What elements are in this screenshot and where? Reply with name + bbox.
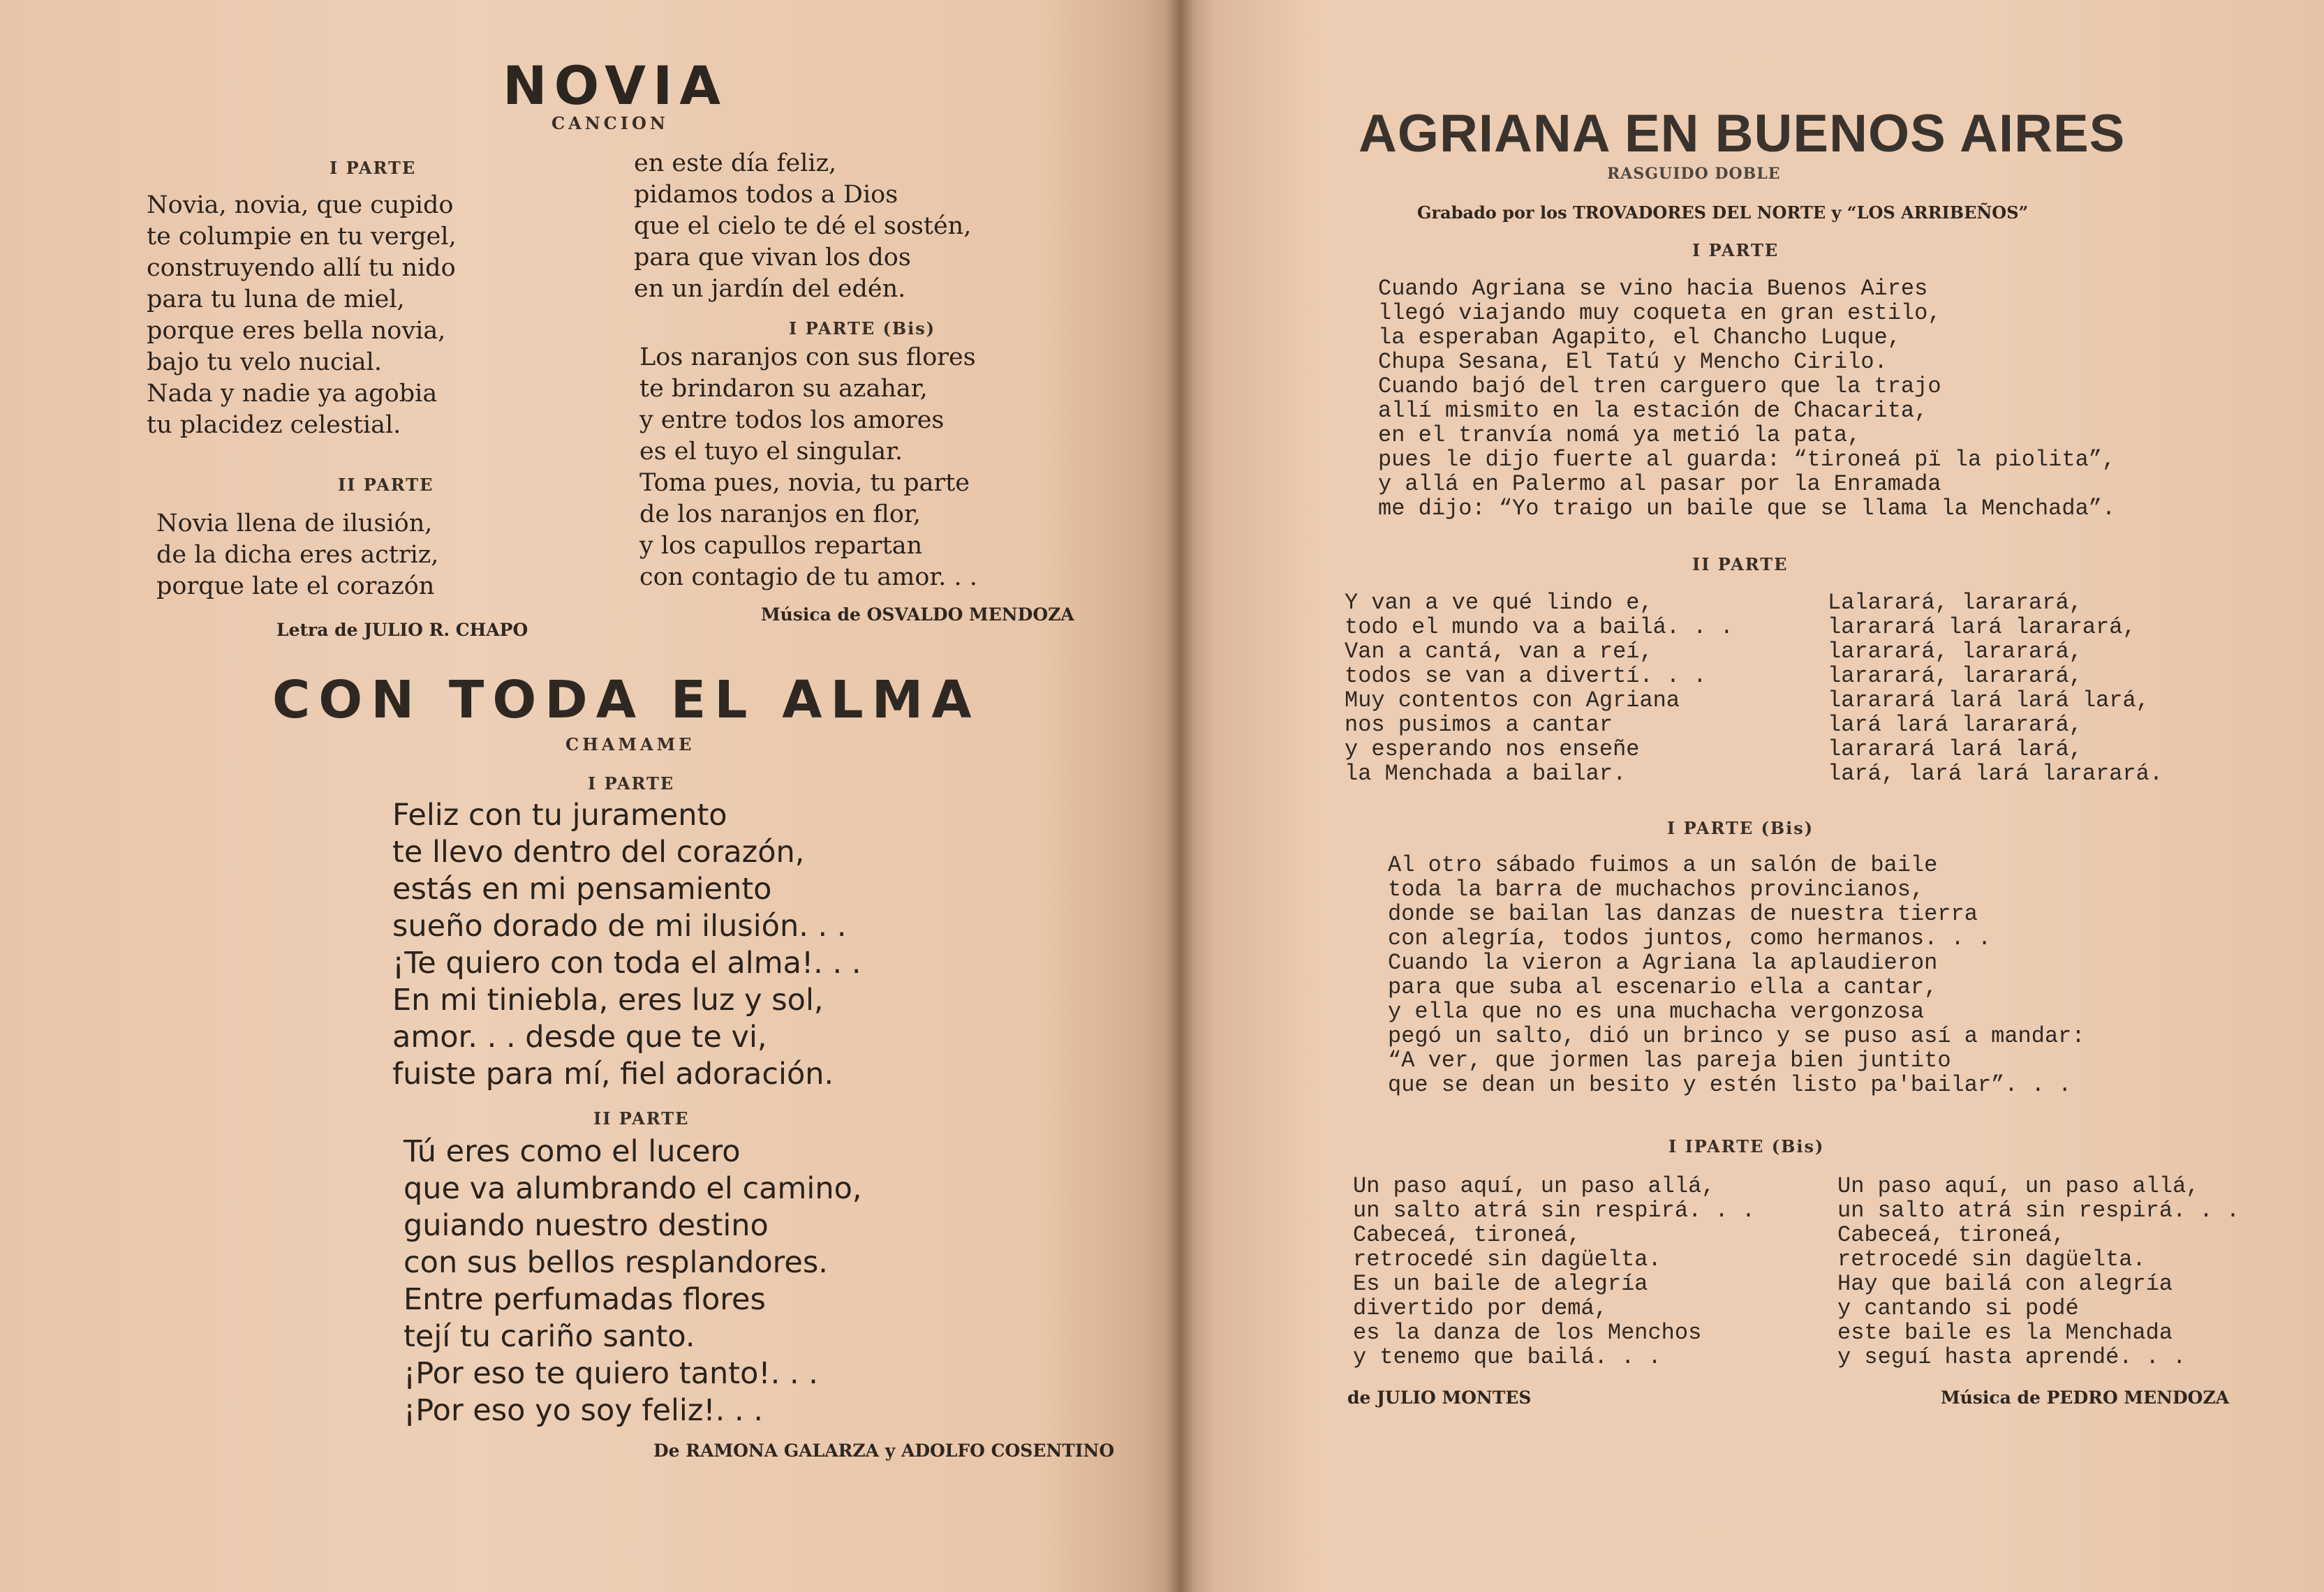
- verse-line: divertido por demá,: [1353, 1295, 1608, 1321]
- con-toda-parte2-heading: II PARTE: [593, 1108, 690, 1129]
- verse-line: ¡Te quiero con toda el alma!. . .: [392, 946, 861, 981]
- verse-line: En mi tiniebla, eres luz y sol,: [392, 983, 824, 1018]
- verse-line: lararará lará lará,: [1828, 736, 2082, 762]
- verse-line: amor. . . desde que te vi,: [392, 1020, 767, 1055]
- verse-line: en este día feliz,: [634, 149, 837, 177]
- verse-line: Y van a ve qué lindo e,: [1345, 590, 1653, 616]
- agriana-parte2-right-verse: [1828, 590, 2163, 786]
- verse-line: para tu luna de miel,: [147, 285, 405, 313]
- verse-line: Un paso aquí, un paso allá,: [1353, 1173, 1715, 1199]
- novia-subtitle: CANCION: [552, 113, 669, 133]
- verse-line: ¡Por eso te quiero tanto!. . .: [404, 1356, 818, 1391]
- verse-line: Feliz con tu juramento: [392, 798, 727, 833]
- con-toda-title: CON TODA EL ALMA: [272, 670, 980, 730]
- agriana-bis1-verse: [1388, 853, 2085, 1097]
- verse-line: Los naranjos con sus flores: [639, 343, 976, 371]
- verse-line: para que vivan los dos: [634, 244, 911, 271]
- verse-line: en un jardín del edén.: [634, 275, 906, 303]
- verse-line: es la danza de los Menchos: [1353, 1320, 1702, 1346]
- verse-line: Muy contentos con Agriana: [1345, 687, 1680, 713]
- con-toda-credit: De RAMONA GALARZA y ADOLFO COSENTINO: [653, 1441, 1115, 1461]
- novia-title: NOVIA: [503, 54, 728, 117]
- verse-line: Novia llena de ilusión,: [156, 509, 433, 537]
- verse-line: tu placidez celestial.: [147, 411, 401, 439]
- novia-bis-verse: [639, 342, 977, 593]
- verse-line: donde se bailan las danzas de nuestra tierra: [1388, 901, 1978, 927]
- verse-line: un salto atrá sin respirá. . .: [1837, 1198, 2240, 1223]
- verse-line: Van a cantá, van a reí,: [1345, 639, 1653, 664]
- verse-line: pidamos todos a Dios: [634, 181, 898, 209]
- agriana-bis2-right-verse: [1837, 1174, 2240, 1369]
- verse-line: lararará lará lararará,: [1828, 614, 2136, 640]
- verse-line: Chupa Sesana, El Tatú y Mencho Cirilo.: [1378, 349, 1888, 375]
- con-toda-parte1-verse: [392, 797, 861, 1093]
- con-toda-subtitle: CHAMAME: [565, 734, 695, 754]
- verse-line: con alegría, todos juntos, como hermanos. . .: [1388, 925, 1992, 951]
- verse-line: toda la barra de muchachos provincianos,: [1388, 877, 1925, 902]
- verse-line: de la dicha eres actriz,: [156, 541, 439, 569]
- agriana-parte2-left-verse: [1345, 590, 1733, 786]
- verse-line: lararará, lararará,: [1828, 639, 2082, 664]
- verse-line: llegó viajando muy coqueta en gran estilo,: [1378, 300, 1941, 326]
- verse-line: que el cielo te dé el sostén,: [634, 212, 972, 240]
- verse-line: de los naranjos en flor,: [639, 500, 921, 528]
- verse-line: construyendo allí tu nido: [147, 254, 456, 282]
- verse-line: porque eres bella novia,: [147, 317, 446, 345]
- verse-line: Un paso aquí, un paso allá,: [1837, 1173, 2200, 1199]
- novia-parte1-heading: I PARTE: [330, 158, 417, 178]
- verse-line: guiando nuestro destino: [404, 1208, 769, 1243]
- novia-parte1-verse: [147, 190, 457, 441]
- verse-line: pegó un salto, dió un brinco y se puso así a mandar:: [1388, 1023, 2085, 1049]
- agriana-bis2-left-verse: [1353, 1174, 1755, 1369]
- verse-line: nos pusimos a cantar: [1345, 712, 1613, 738]
- verse-line: con contagio de tu amor. . .: [639, 563, 977, 591]
- agriana-parte1-heading: I PARTE: [1692, 240, 1779, 260]
- verse-line: Nada y nadie ya agobia: [147, 380, 438, 408]
- verse-line: te brindaron su azahar,: [639, 375, 928, 403]
- verse-line: y entre todos los amores: [639, 406, 945, 434]
- right-page: [1180, 0, 2324, 1592]
- verse-line: y allá en Palermo al pasar por la Enramada: [1378, 471, 1941, 497]
- verse-line: bajo tu velo nucial.: [147, 348, 382, 376]
- verse-line: Cabeceá, tironeá,: [1353, 1222, 1581, 1248]
- verse-line: Es un baile de alegría: [1353, 1271, 1648, 1297]
- verse-line: y tenemo que bailá. . .: [1353, 1344, 1661, 1370]
- verse-line: y esperando nos enseñe: [1345, 736, 1640, 762]
- verse-line: Cuando la vieron a Agriana la aplaudieron: [1388, 950, 1938, 976]
- verse-line: en el tranvía nomá ya metió la pata,: [1378, 422, 1861, 448]
- verse-line: lará lará lararará,: [1828, 712, 2082, 738]
- verse-line: Tú eres como el lucero: [404, 1134, 741, 1169]
- verse-line: porque late el corazón: [156, 572, 435, 600]
- con-toda-parte1-heading: I PARTE: [588, 773, 675, 794]
- verse-line: estás en mi pensamiento: [392, 872, 772, 907]
- verse-line: retrocedé sin dagüelta.: [1837, 1247, 2146, 1272]
- verse-line: lararará lará lará lará,: [1828, 687, 2149, 713]
- verse-line: Cuando Agriana se vino hacia Buenos Aires: [1378, 276, 1928, 302]
- verse-line: ¡Por eso yo soy feliz!. . .: [404, 1393, 764, 1428]
- agriana-bis1-heading: I PARTE (Bis): [1667, 818, 1814, 838]
- verse-line: retrocedé sin dagüelta.: [1353, 1247, 1661, 1272]
- verse-line: todos se van a divertí. . .: [1345, 663, 1707, 689]
- verse-line: Hay que bailá con alegría: [1837, 1271, 2173, 1297]
- verse-line: te llevo dentro del corazón,: [392, 835, 805, 870]
- verse-line: Entre perfumadas flores: [404, 1282, 766, 1317]
- agriana-title: AGRIANA EN BUENOS AIRES: [1359, 104, 2126, 163]
- verse-line: sueño dorado de mi ilusión. . .: [392, 909, 847, 944]
- verse-line: pues le dijo fuerte al guarda: “tironeá pï la piolita”,: [1378, 447, 2116, 473]
- verse-line: “A ver, que jormen las pareja bien juntito: [1388, 1048, 1951, 1073]
- verse-line: Al otro sábado fuimos a un salón de baile: [1388, 852, 1938, 878]
- verse-line: lará, lará lará lararará.: [1828, 761, 2163, 787]
- verse-line: me dijo: “Yo traigo un baile que se llama la Menchada”.: [1378, 496, 2116, 521]
- novia-parte2-heading: II PARTE: [338, 475, 434, 495]
- verse-line: Toma pues, novia, tu parte: [639, 469, 970, 497]
- verse-line: para que suba al escenario ella a cantar,: [1388, 974, 1938, 1000]
- verse-line: y ella que no es una muchacha vergonzosa: [1388, 999, 1925, 1025]
- verse-line: Cuando bajó del tren carguero que la trajo: [1378, 373, 1941, 399]
- verse-line: tejí tu cariño santo.: [404, 1319, 695, 1354]
- agriana-bis2-heading: I IPARTE (Bis): [1668, 1136, 1825, 1156]
- novia-music-credit: Música de OSVALDO MENDOZA: [761, 604, 1074, 625]
- verse-line: te columpie en tu vergel,: [147, 223, 457, 251]
- verse-line: la Menchada a bailar.: [1345, 761, 1627, 787]
- verse-line: Cabeceá, tironeá,: [1837, 1222, 2066, 1248]
- verse-line: fuiste para mí, fiel adoración.: [392, 1057, 834, 1092]
- verse-line: que va alumbrando el camino,: [404, 1171, 862, 1206]
- verse-line: un salto atrá sin respirá. . .: [1353, 1198, 1756, 1223]
- novia-lyrics-credit: Letra de JULIO R. CHAPO: [276, 620, 528, 640]
- agriana-subtitle: RASGUIDO DOBLE: [1607, 165, 1781, 183]
- verse-line: es el tuyo el singular.: [639, 438, 903, 466]
- verse-line: y los capullos repartan: [639, 532, 923, 560]
- novia-col2-verse: [634, 148, 971, 305]
- agriana-lyrics-credit: de JULIO MONTES: [1347, 1388, 1532, 1408]
- verse-line: con sus bellos resplandores.: [404, 1245, 828, 1280]
- verse-line: y seguí hasta aprendé. . .: [1837, 1344, 2186, 1370]
- verse-line: que se dean un besito y estén listo pa'bailar”. . .: [1388, 1072, 2072, 1098]
- verse-line: lararará, lararará,: [1828, 663, 2082, 689]
- agriana-parte1-verse: [1378, 276, 2115, 521]
- agriana-recorded-by: Grabado por los TROVADORES DEL NORTE y “LOS ARRIBEÑOS”: [1417, 202, 2029, 223]
- verse-line: todo el mundo va a bailá. . .: [1345, 614, 1733, 640]
- verse-line: y cantando si podé: [1837, 1295, 2079, 1321]
- novia-parte2-verse: [156, 508, 438, 602]
- verse-line: la esperaban Agapito, el Chancho Luque,: [1378, 325, 1901, 350]
- agriana-parte2-heading: II PARTE: [1692, 554, 1789, 574]
- verse-line: Novia, novia, que cupido: [147, 191, 454, 219]
- agriana-music-credit: Música de PEDRO MENDOZA: [1941, 1388, 2230, 1408]
- novia-bis-heading: I PARTE (Bis): [789, 318, 936, 339]
- verse-line: Lalarará, lararará,: [1828, 590, 2082, 616]
- verse-line: allí mismito en la estación de Chacarita,: [1378, 398, 1928, 424]
- book-gutter: [1166, 0, 1194, 1592]
- verse-line: este baile es la Menchada: [1837, 1320, 2173, 1346]
- con-toda-parte2-verse: [404, 1133, 862, 1429]
